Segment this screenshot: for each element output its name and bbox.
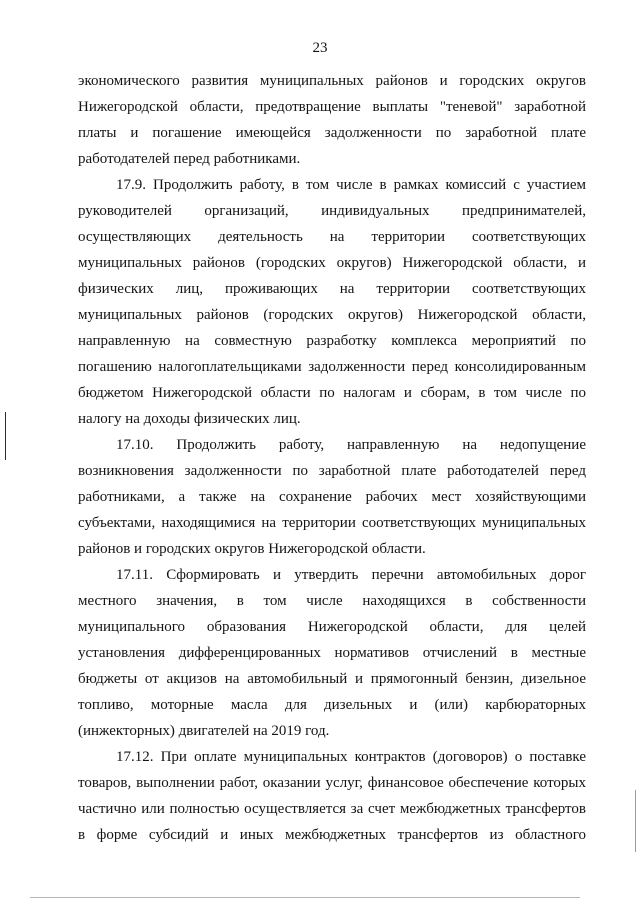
text-line: муниципальных районов (городских округов) Нижегородской области,: [78, 307, 586, 323]
text-line: осуществляющих деятельность на территории соответствующих: [78, 229, 586, 245]
paragraph-17-12-start: 17.12. При оплате муниципальных контрактов (договоров) о поставке: [116, 749, 586, 765]
text-line: Нижегородской области, предотвращение выплаты "теневой" заработной: [78, 99, 586, 115]
text-line: бюджетом Нижегородской области по налогам и сборам, в том числе по: [78, 385, 586, 401]
text-line: муниципального образования Нижегородской области, для целей: [78, 619, 586, 635]
page-number: 23: [312, 40, 328, 56]
scan-edge-mark: [635, 790, 636, 852]
text-line: установления дифференцированных нормативов отчислений в местные: [78, 645, 586, 661]
text-line: экономического развития муниципальных районов и городских округов: [78, 73, 586, 89]
paragraph-17-11-start: 17.11. Сформировать и утвердить перечни автомобильных дорог: [116, 567, 586, 583]
text-line: товаров, выполнении работ, оказании услуг, финансовое обеспечение которых: [78, 775, 586, 791]
paragraph-17-10-start: 17.10. Продолжить работу, направленную на недопущение: [116, 437, 586, 453]
scan-margin-mark: [5, 412, 6, 460]
paragraph-17-9-start: 17.9. Продолжить работу, в том числе в рамках комиссий с участием: [116, 177, 586, 193]
text-line: частично или полностью осуществляется за счет межбюджетных трансфертов: [78, 801, 586, 817]
text-line: работодателей перед работниками.: [78, 151, 301, 167]
text-line: бюджеты от акцизов на автомобильный и прямогонный бензин, дизельное: [78, 671, 586, 687]
text-line: в форме субсидий и иных межбюджетных трансфертов из областного: [78, 827, 586, 843]
text-line: физических лиц, проживающих на территории соответствующих: [78, 281, 586, 297]
text-line: направленную на совместную разработку комплекса мероприятий по: [78, 333, 586, 349]
text-line: погашению налогоплательщиками задолженности перед консолидированным: [78, 359, 586, 375]
scan-bottom-line: [30, 897, 580, 898]
document-body: [78, 68, 586, 848]
text-line: возникновения задолженности по заработной плате работодателей перед: [78, 463, 586, 479]
text-line: руководителей организаций, индивидуальных предпринимателей,: [78, 203, 586, 219]
text-line: местного значения, в том числе находящихся в собственности: [78, 593, 586, 609]
text-line: платы и погашение имеющейся задолженности по заработной плате: [78, 125, 586, 141]
text-line: (инжекторных) двигателей на 2019 год.: [78, 723, 330, 739]
text-line: налогу на доходы физических лиц.: [78, 411, 301, 427]
text-line: работниками, а также на сохранение рабочих мест хозяйствующими: [78, 489, 586, 505]
text-line: муниципальных районов (городских округов) Нижегородской области, и: [78, 255, 586, 271]
text-line: районов и городских округов Нижегородской области.: [78, 541, 426, 557]
text-line: топливо, моторные масла для дизельных и (или) карбюраторных: [78, 697, 586, 713]
text-line: субъектами, находящимися на территории соответствующих муниципальных: [78, 515, 586, 531]
